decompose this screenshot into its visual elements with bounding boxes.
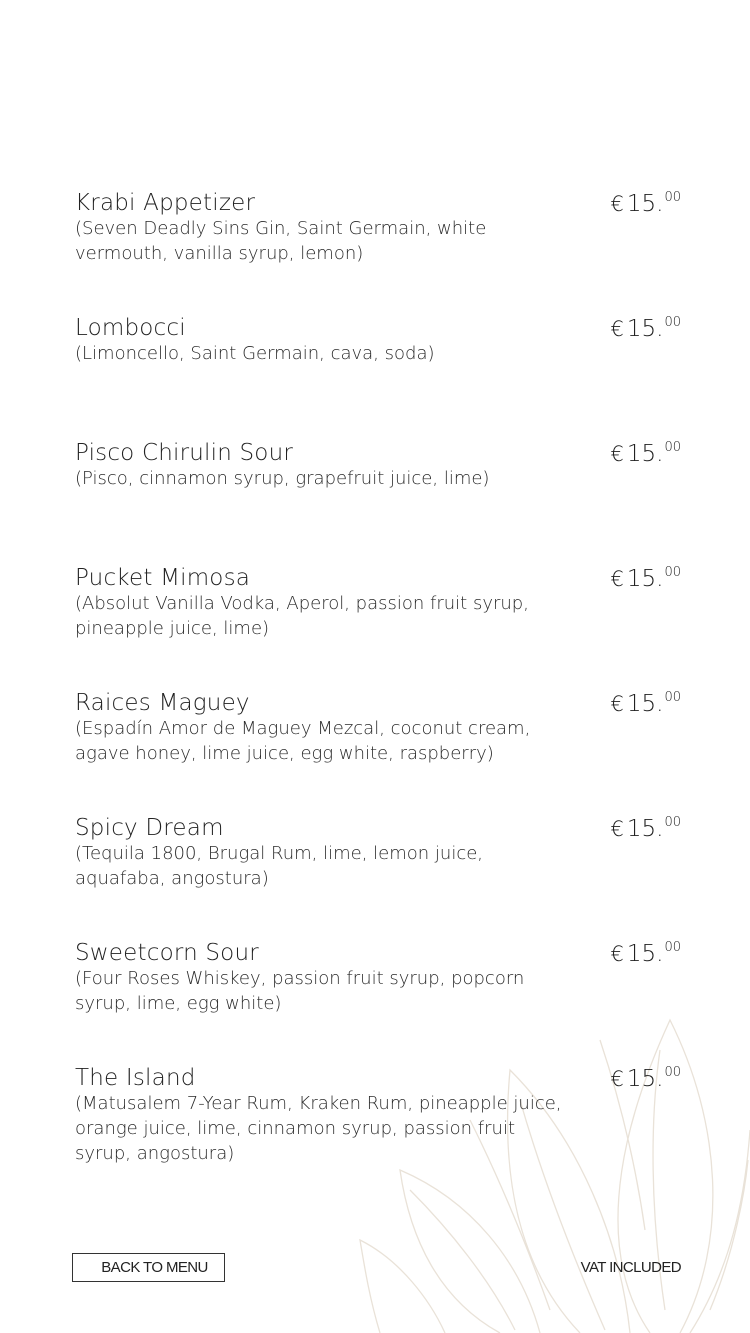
price-integer: 15. (626, 566, 664, 592)
price-decimal: 00 (664, 690, 681, 705)
menu-item (75, 938, 681, 1063)
menu-item (75, 563, 681, 688)
item-description: (Limoncello, Saint Germain, cava, soda) (75, 343, 435, 364)
back-to-menu-label: BACK TO MENU (101, 1259, 208, 1276)
menu-item (75, 688, 681, 813)
price-decimal: 00 (664, 315, 681, 330)
item-description: (Pisco, cinnamon syrup, grapefruit juice, lime) (75, 468, 490, 489)
item-name: Lombocci (75, 315, 186, 341)
price-integer: 15. (626, 691, 664, 717)
item-description: (Seven Deadly Sins Gin, Saint Germain, white vermouth, vanilla syrup, lemon) (75, 218, 487, 264)
cocktail-list (75, 188, 681, 1188)
currency-symbol: € (610, 567, 624, 591)
price-integer: 15. (626, 1066, 664, 1092)
item-name: Sweetcorn Sour (75, 940, 259, 966)
menu-item (75, 813, 681, 938)
item-price (611, 440, 682, 467)
currency-symbol: € (610, 442, 624, 466)
item-description: (Espadín Amor de Maguey Mezcal, coconut cream, agave honey, lime juice, egg white, raspberry) (75, 718, 531, 764)
currency-symbol: € (610, 692, 624, 716)
price-integer: 15. (626, 816, 664, 842)
currency-symbol: € (610, 317, 624, 341)
item-price (611, 690, 682, 717)
price-integer: 15. (626, 941, 664, 967)
menu-item (75, 188, 681, 313)
price-decimal: 00 (664, 565, 681, 580)
currency-symbol: € (610, 192, 624, 216)
price-decimal: 00 (664, 190, 681, 205)
price-integer: 15. (626, 191, 664, 217)
item-price (611, 315, 682, 342)
item-name: Raices Maguey (75, 690, 250, 716)
item-price (611, 190, 682, 217)
item-name: The Island (75, 1065, 196, 1091)
item-description: (Tequila 1800, Brugal Rum, lime, lemon juice, aquafaba, angostura) (75, 843, 484, 889)
menu-item (75, 313, 681, 438)
price-decimal: 00 (664, 940, 681, 955)
price-integer: 15. (626, 316, 664, 342)
item-name: Pucket Mimosa (75, 565, 251, 591)
item-name: Krabi Appetizer (75, 190, 256, 216)
item-description: (Four Roses Whiskey, passion fruit syrup, popcorn syrup, lime, egg white) (75, 968, 525, 1014)
item-price (611, 565, 682, 592)
back-to-menu-button[interactable] (72, 1253, 225, 1282)
currency-symbol: € (610, 1067, 624, 1091)
currency-symbol: € (610, 942, 624, 966)
price-decimal: 00 (664, 815, 681, 830)
item-description: (Absolut Vanilla Vodka, Aperol, passion fruit syrup, pineapple juice, lime) (75, 593, 529, 639)
item-price (611, 940, 682, 967)
item-price (611, 815, 682, 842)
menu-item (75, 1063, 681, 1188)
item-name: Spicy Dream (75, 815, 224, 841)
item-name: Pisco Chirulin Sour (75, 440, 293, 466)
price-decimal: 00 (664, 1065, 681, 1080)
menu-item (75, 438, 681, 563)
vat-included-note: VAT INCLUDED (580, 1259, 681, 1276)
item-price (611, 1065, 682, 1092)
price-decimal: 00 (664, 440, 681, 455)
price-integer: 15. (626, 441, 664, 467)
currency-symbol: € (610, 817, 624, 841)
item-description: (Matusalem 7-Year Rum, Kraken Rum, pineapple juice, orange juice, lime, cinnamon syrup, passion fruit syrup, angostura) (75, 1093, 562, 1164)
